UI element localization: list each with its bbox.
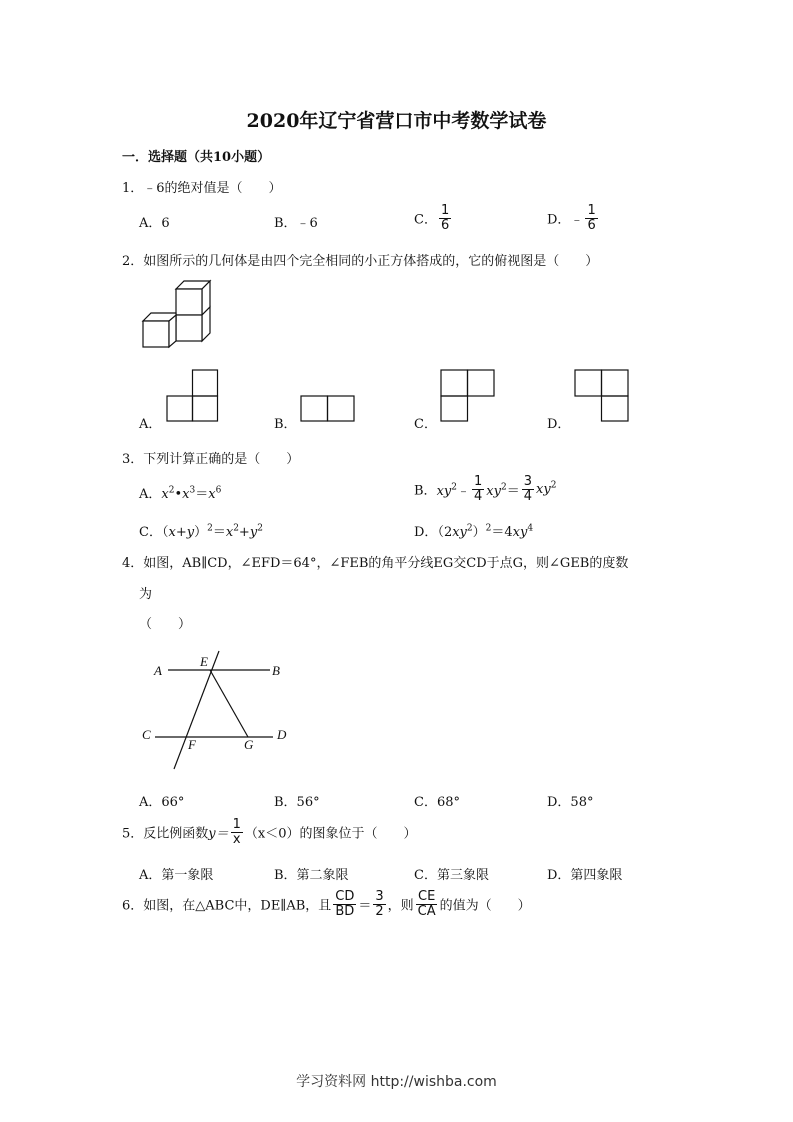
- point-label-g: G: [244, 737, 254, 752]
- q5-stem-post: （x＜0）的图象位于（ ）: [244, 826, 417, 842]
- point-label-c: C: [142, 727, 151, 742]
- q3-b-den-1: 4: [474, 488, 483, 504]
- point-label-f: F: [188, 737, 196, 752]
- page-title: 2020年辽宁省营口市中考数学试卷: [246, 110, 547, 132]
- q3-b-fraction-2: [522, 475, 534, 503]
- q3-option-d-label: D．: [414, 525, 438, 540]
- point-label-e: E: [200, 654, 208, 669]
- q1-option-d: [547, 204, 600, 232]
- q3-b-num-2: 3: [523, 474, 532, 489]
- q6-f3-numerator: CE: [418, 889, 436, 904]
- q3-option-a-label: A．: [139, 487, 162, 502]
- q5-fraction: [231, 818, 243, 846]
- q3-b-fraction-1: [472, 475, 484, 503]
- q5-y-equals: y＝: [208, 826, 229, 842]
- q1-option-b: B．﹣6: [274, 216, 318, 231]
- q1-option-d-fraction: [585, 204, 597, 232]
- q6-f3-denominator: CA: [417, 903, 436, 919]
- point-label-a: A: [154, 663, 162, 678]
- q6-f1-denominator: BD: [335, 903, 355, 919]
- q6-fraction-3-2: [373, 890, 385, 918]
- q1-d-denominator: 6: [587, 217, 596, 233]
- question-6-stem: [122, 890, 531, 918]
- q4-geometry-diagram: [138, 645, 298, 773]
- q5-numerator: 1: [232, 817, 241, 832]
- q3-option-c: C．$(x+y)^2=x^2+y^2$: [139, 523, 263, 540]
- q3-option-a: A．$x^2•x^3=x^6$: [139, 485, 222, 502]
- point-label-b: B: [272, 663, 280, 678]
- q2-option-b: B．: [274, 417, 297, 432]
- q2-option-c: C．: [414, 417, 437, 432]
- q5-stem-pre: 5．反比例函数: [122, 826, 209, 842]
- q3-option-b: B．$xy^2﹣$ $\frac{1}{4}$ $xy^2=$ $\frac{3}{4}$ $xy^2$: [414, 474, 557, 504]
- question-2-stem: 2．如图所示的几何体是由四个完全相同的小正方体搭成的，它的俯视图是（ ）: [122, 254, 599, 269]
- q1-option-c-label: C．: [414, 212, 437, 228]
- point-label-d: D: [277, 727, 287, 742]
- q1-option-d-label: D．﹣: [547, 212, 584, 228]
- q6-f2-numerator: 3: [375, 889, 384, 904]
- footer-watermark[interactable]: 学习资料网 http://wishba.com: [296, 1074, 497, 1090]
- q1-c-numerator: 1: [440, 203, 450, 218]
- q3-option-d: D．$(2xy^2)^2=4xy^4$: [414, 523, 534, 540]
- q6-equals: ＝: [358, 898, 372, 914]
- q2-option-b-figure: [300, 395, 356, 423]
- question-4-stem-line-3: （ ）: [139, 617, 192, 632]
- question-5-stem: [122, 818, 417, 846]
- q5-option-b: B．第二象限: [274, 868, 349, 883]
- q5-option-a: A．第一象限: [139, 868, 214, 883]
- q5-denominator: x: [232, 831, 241, 847]
- q1-option-a: A．6: [139, 216, 170, 231]
- q4-option-b: B．56°: [274, 795, 320, 810]
- q2-option-d: D．: [547, 417, 571, 432]
- section-heading: 一．选择题（共10小题）: [122, 150, 271, 165]
- q6-stem-post: 的值为（ ）: [439, 898, 531, 914]
- question-4-stem-line-2: 为: [139, 587, 153, 602]
- q1-c-denominator: 6: [440, 217, 450, 233]
- q4-option-a: A．66°: [139, 795, 185, 810]
- q2-option-c-figure: [440, 369, 496, 423]
- q6-f2-denominator: 2: [375, 903, 384, 919]
- q6-f1-numerator: CD: [335, 889, 355, 904]
- q2-option-d-figure: [574, 369, 630, 423]
- question-4-stem-line-1: 4．如图，AB∥CD，∠EFD＝64°，∠FEB的角平分线EG交CD于点G，则∠GEB的度数: [122, 556, 629, 571]
- q6-fraction-cd-bd: [333, 890, 356, 918]
- q6-fraction-ce-ca: [416, 890, 438, 918]
- q3-b-den-2: 4: [523, 488, 532, 504]
- q3-option-c-label: C．: [139, 525, 162, 540]
- q1-option-c: [414, 204, 453, 232]
- q3-option-b-label: B．: [414, 483, 437, 499]
- q2-option-a-figure: [166, 369, 220, 423]
- q3-b-num-1: 1: [474, 474, 483, 489]
- q5-option-c: C．第三象限: [414, 868, 489, 883]
- q5-option-d: D．第四象限: [547, 868, 623, 883]
- question-3-stem: 3．下列计算正确的是（ ）: [122, 452, 300, 467]
- question-1-stem: 1．﹣6的绝对值是（ ）: [122, 181, 282, 196]
- q2-solid-figure: [138, 279, 218, 351]
- q1-d-numerator: 1: [587, 203, 596, 218]
- q4-option-c: C．68°: [414, 795, 460, 810]
- q1-option-c-fraction: [439, 204, 451, 232]
- q4-option-d: D．58°: [547, 795, 594, 810]
- q6-stem-mid: ，则: [387, 898, 414, 914]
- q6-stem-pre: 6．如图，在△ABC中，DE∥AB，且: [122, 898, 332, 914]
- q2-option-a: A．: [139, 417, 162, 432]
